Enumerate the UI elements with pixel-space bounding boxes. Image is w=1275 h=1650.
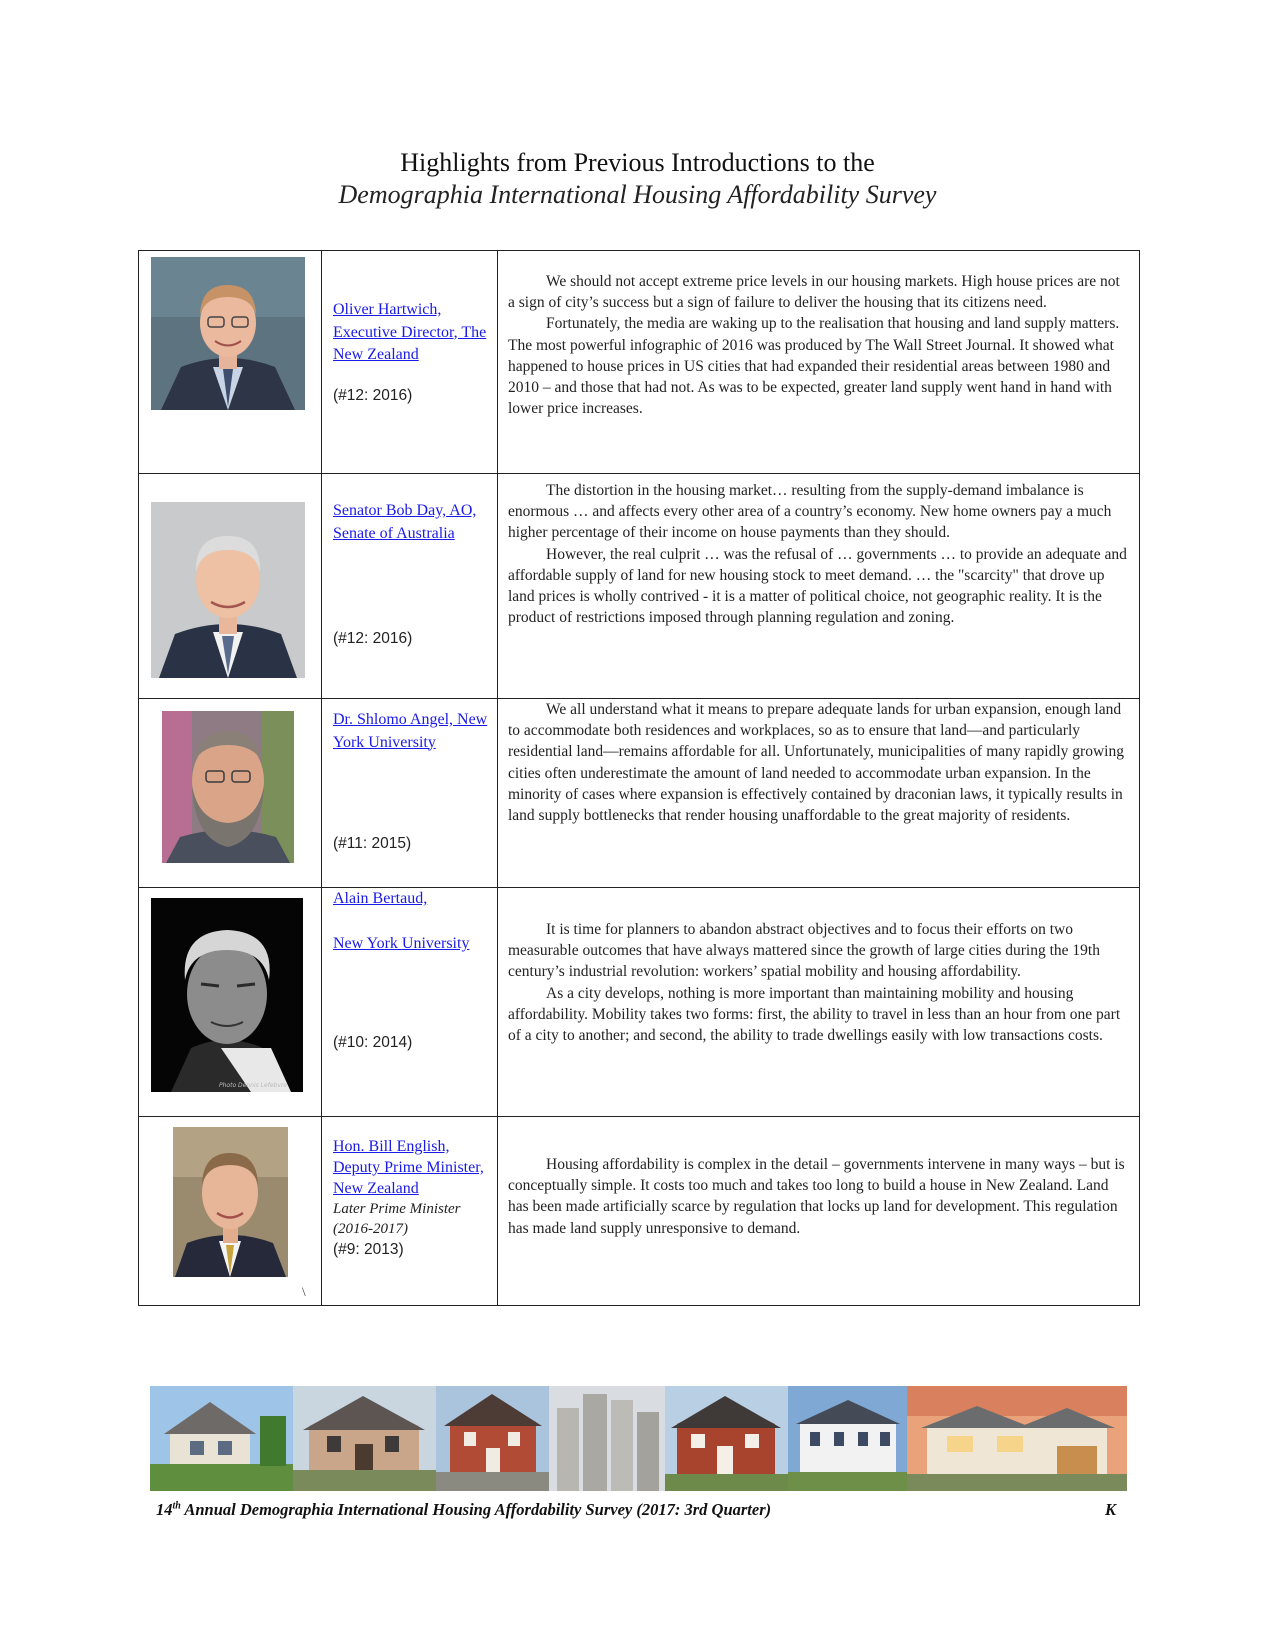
quote-paragraph: We all understand what it means to prepare adequate lands for urban expansion, enough land to accommodate both residences and workplaces, so as to ensure that land—and particularly residential land—remains affordable for all. Unfortunately, municipalities of many rapidly growing cities often underestimate the amount of land needed to accommodate urban expansion. In the minority of cases where expansion is effectively contained by draconian laws, it typically results in land supply bottlenecks that render housing unaffordable to the great majority of residents. bbox=[508, 701, 1124, 825]
portrait-photo bbox=[151, 898, 303, 1092]
edition-ref: (#11: 2015) bbox=[333, 835, 412, 852]
quote-paragraph: We should not accept extreme price levels in our housing markets. High house prices are not a sign of city’s success but a sign of failure to deliver the housing that its citizens need. bbox=[508, 273, 1120, 312]
quote-paragraph: As a city develops, nothing is more important than maintaining mobility and housing affordability. Mobility takes two forms: first, the ability to travel in less than an hour from one part of a city to another; and second, the ability to trade dwellings easily with low transactions costs. bbox=[508, 984, 1121, 1045]
quote-cell bbox=[498, 888, 1140, 1117]
quote-paragraph: However, the real culprit … was the refusal of … governments … to provide an adequate and affordable supply of land for new housing stock to meet demand. … the "scarcity" that drove up land prices is wholly contrived - it is a matter of political choice, not geographic reality. It is the product of restrictions imposed through planning regulation and zoning. bbox=[508, 545, 1127, 627]
edition-ref: (#12: 2016) bbox=[333, 630, 413, 647]
house-photo bbox=[665, 1386, 788, 1491]
portrait-photo bbox=[173, 1127, 288, 1277]
photo-cell bbox=[139, 888, 322, 1117]
affiliation-link[interactable]: New York University bbox=[333, 935, 470, 952]
author-link[interactable]: Dr. Shlomo Angel, New York University bbox=[333, 711, 488, 751]
portrait-photo bbox=[151, 257, 305, 410]
author-link[interactable]: Alain Bertaud, bbox=[333, 890, 428, 907]
photo-cell bbox=[139, 1117, 322, 1306]
stray-mark: \ bbox=[302, 1284, 306, 1299]
quote-text bbox=[498, 251, 1139, 419]
table-row bbox=[139, 888, 1140, 1117]
author-link[interactable]: Senator Bob Day, AO, Senate of Australia bbox=[333, 502, 477, 542]
house-photo bbox=[549, 1386, 665, 1491]
author-link[interactable]: Hon. Bill English, Deputy Prime Minister, New Zealand bbox=[333, 1138, 484, 1197]
quote-text bbox=[498, 888, 1139, 1046]
name-cell bbox=[322, 474, 498, 699]
quote-cell bbox=[498, 251, 1140, 474]
quote-text bbox=[498, 699, 1139, 826]
quote-paragraph: Fortunately, the media are waking up to the realisation that housing and land supply matters. The most powerful infographic of 2016 was produced by The Wall Street Journal. It showed what happened to house prices in US cities that had expanded their residential areas between 1980 and 2010 – and those that had not. As was to be expected, greater land supply went hand in hand with lower price increases. bbox=[508, 315, 1120, 418]
page-footer bbox=[156, 1500, 1126, 1520]
quote-cell bbox=[498, 699, 1140, 888]
quote-paragraph: Housing affordability is complex in the detail – governments intervene in many ways – but is conceptually simple. It costs too much and takes too long to build a house in New Zealand. Land has been made artificially scarce by regulation that locks up land for development. This regulation has made land supply unresponsive to demand. bbox=[508, 1156, 1125, 1237]
quote-paragraph: It is time for planners to abandon abstract objectives and to focus their efforts on two measurable outcomes that have always mattered since the growth of large cities during the 19th century’s industrial revolution: workers’ spatial mobility and housing affordability. bbox=[508, 921, 1100, 981]
footer-title: Annual Demographia International Housing Affordability Survey (2017: 3rd Quarter) bbox=[180, 1500, 772, 1519]
house-photo bbox=[150, 1386, 293, 1491]
author-link[interactable]: Oliver Hartwich, Executive Director, The New Zealand bbox=[333, 301, 487, 363]
name-cell bbox=[322, 888, 498, 1117]
footer-ordinal: 14 bbox=[156, 1500, 173, 1519]
table-row bbox=[139, 699, 1140, 888]
quote-cell bbox=[498, 474, 1140, 699]
edition-ref: (#12: 2016) bbox=[333, 387, 413, 404]
house-photo-strip bbox=[150, 1386, 1127, 1491]
quote-cell bbox=[498, 1117, 1140, 1306]
portrait-photo bbox=[162, 711, 294, 863]
page-number: K bbox=[1104, 1500, 1116, 1519]
name-cell bbox=[322, 699, 498, 888]
edition-ref: (#10: 2014) bbox=[333, 1034, 413, 1051]
name-cell bbox=[322, 251, 498, 474]
quote-paragraph: The distortion in the housing market… resulting from the supply-demand imbalance is enormous … and affects every other area of a country’s economy. New home owners pay a much higher percentage of their income on house payments than they should. bbox=[508, 482, 1112, 542]
photo-cell bbox=[139, 251, 322, 474]
house-photo bbox=[293, 1386, 436, 1491]
photo-credit: Photo Dennis Lefebvre bbox=[219, 1082, 287, 1089]
photo-cell bbox=[139, 699, 322, 888]
house-photo bbox=[788, 1386, 907, 1491]
table-row bbox=[139, 1117, 1140, 1306]
quote-text bbox=[498, 474, 1139, 628]
title-line-2: Demographia International Housing Affordability Survey bbox=[338, 180, 937, 209]
table-row bbox=[139, 251, 1140, 474]
quotes-table bbox=[138, 250, 1140, 1306]
house-photo bbox=[436, 1386, 549, 1491]
house-photo bbox=[907, 1386, 1127, 1491]
role-note: Later Prime Minister (2016-2017) bbox=[333, 1201, 461, 1237]
portrait-photo bbox=[151, 502, 305, 678]
footer-ordinal-suffix: th bbox=[172, 1500, 181, 1512]
name-cell bbox=[322, 1117, 498, 1306]
title-line-1: Highlights from Previous Introductions to the bbox=[400, 148, 875, 177]
page-title bbox=[0, 148, 1275, 212]
photo-cell bbox=[139, 474, 322, 699]
quote-text bbox=[498, 1117, 1139, 1239]
table-row bbox=[139, 474, 1140, 699]
edition-ref: (#9: 2013) bbox=[333, 1241, 404, 1258]
